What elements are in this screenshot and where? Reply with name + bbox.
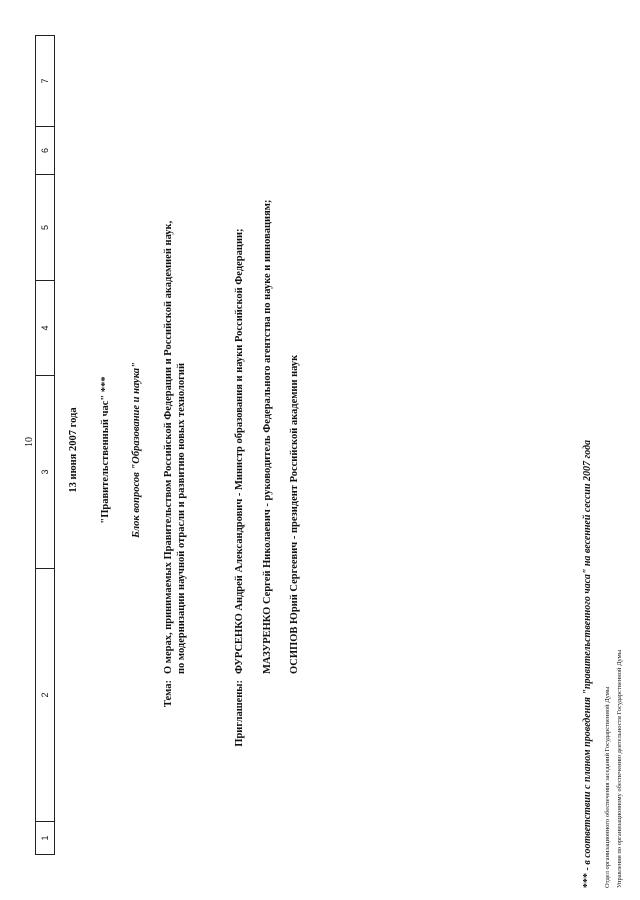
column-number: 5 — [36, 174, 54, 280]
footnote — [582, 440, 593, 888]
column-number-header — [35, 35, 55, 855]
invited-label: Приглашены: — [234, 680, 245, 747]
topic-label: Тема: — [163, 680, 174, 708]
column-number: 1 — [36, 821, 54, 854]
department-line: Отдел организационного обеспечения заседаний Государственной Думы — [604, 686, 611, 888]
department-line: Управления по организационному обеспечению деятельности Государственной Думы — [616, 649, 623, 888]
page-number: 10 — [24, 437, 35, 447]
topic-text-line: О мерах, принимаемых Правительством Российской Федерации и Российской академией наук, — [163, 220, 174, 674]
column-number: 4 — [36, 280, 54, 375]
session-date: 13 июня 2007 года — [68, 407, 79, 493]
footnote-stars: *** — [582, 873, 593, 888]
column-number: 3 — [36, 375, 54, 568]
column-number: 6 — [36, 126, 54, 174]
invitee: ОСИПОВ Юрий Сергеевич - президент Российской академии наук — [289, 354, 300, 674]
column-number: 2 — [36, 568, 54, 821]
event-title: "Правительственный час" *** — [100, 376, 111, 524]
footnote-text: - в соответствии с планом проведения "правительственного часа" на весенней сессии 2007 года — [582, 439, 593, 873]
invitee: ФУРСЕНКО Андрей Александрович - Министр образования и науки Российской Федерации; — [234, 228, 245, 674]
topic-text-line: по модернизации научной отрасли и развитию новых технологий — [176, 362, 187, 674]
invitee: МАЗУРЕНКО Сергей Николаевич - руководитель Федерального агентства по науке и инновациям; — [262, 199, 273, 674]
column-number: 7 — [40, 78, 50, 84]
block-title: Блок вопросов "Образование и наука" — [131, 362, 142, 538]
